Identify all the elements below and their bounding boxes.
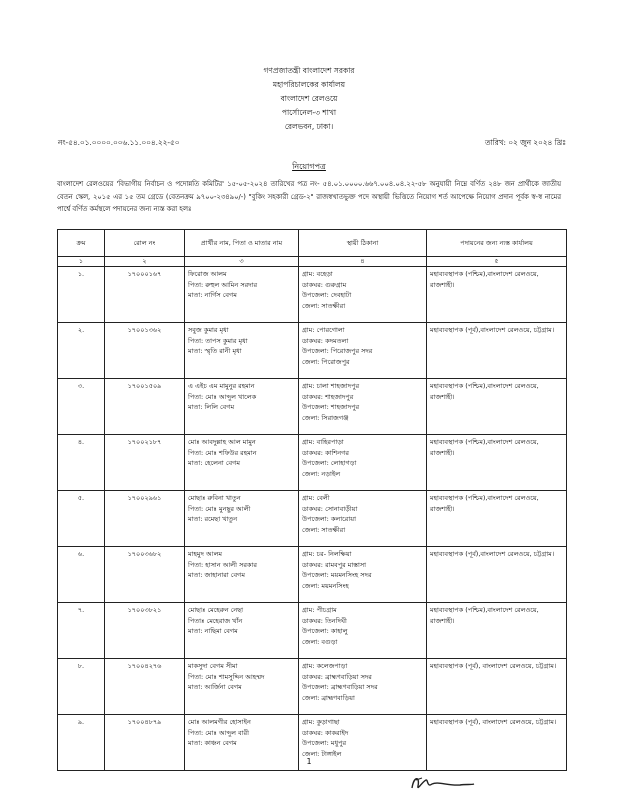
serial-number: ৬. xyxy=(77,550,85,558)
roll-cell xyxy=(105,603,185,659)
roll-number: ১৭০০২১৮৭ xyxy=(127,438,162,446)
address-line: গ্রাম: চর- নিলক্ষিয়া xyxy=(302,550,352,558)
posting-office: মহাব্যবস্থাপক (পশ্চিম),বাংলাদেশ রেলওয়ে, রাজশাহী। xyxy=(430,438,539,457)
mother-name: মাতা: লিলি বেগম xyxy=(188,403,235,411)
father-name: পিতা: মোঃ আব্দুল খালেক xyxy=(188,392,257,401)
address-line: ডাকঘর: কদমতলা xyxy=(302,336,349,345)
serial-cell xyxy=(58,491,105,547)
posting-office: মহাব্যবস্থাপক (পশ্চিম),বাংলাদেশ রেলওয়ে, রাজশাহী। xyxy=(430,606,539,625)
address-line: গ্রাম: বেলী xyxy=(302,494,330,502)
section-name: পার্সোনেল-৩ শাখা xyxy=(281,108,337,117)
mother-name: মাতা: নাছিমা বেগম xyxy=(188,627,238,635)
office-name: মহাপরিচালকের কার্যালয় xyxy=(272,80,346,89)
address-line: গ্রাম: বাহিরপাড়া xyxy=(302,438,344,446)
serial-number: ৪. xyxy=(77,438,85,446)
address-cell xyxy=(299,603,427,659)
candidate-cell xyxy=(185,435,299,491)
candidate-name: সবুজ কুমার মৃধা xyxy=(188,326,229,334)
address-line: উপজেলা: দেবহাটা xyxy=(302,291,352,299)
posting-office: মহাব্যবস্থাপক (পশ্চিম),বাংলাদেশ রেলওয়ে, রাজশাহী। xyxy=(430,270,539,289)
serial-cell xyxy=(58,323,105,379)
roll-number: ১৭০০৩৮২১ xyxy=(127,606,162,614)
address-line: ডাকঘর: কাকরাইদ xyxy=(302,728,349,737)
column-number: ৫ xyxy=(427,257,567,267)
office-cell xyxy=(427,435,567,491)
posting-office: মহাব্যবস্থাপক (পশ্চিম),বাংলাদেশ রেলওয়ে, রাজশাহী। xyxy=(430,494,539,513)
address-line: উপজেলা: কাহালু xyxy=(302,627,348,635)
roll-cell xyxy=(105,491,185,547)
column-number: ১ xyxy=(58,257,105,267)
candidate-name: মোঃ আলমগীর হোসাইন xyxy=(188,718,251,726)
table-row xyxy=(58,267,567,323)
candidate-cell xyxy=(185,491,299,547)
address-line: ডাকঘর: রামবপুর মাস্তাসা xyxy=(302,560,367,569)
roll-number: ১৭০০৪৮৭৯ xyxy=(127,718,162,726)
father-name: পিতা: মোঃ শামসুদ্দিন আহম্মদ xyxy=(188,672,265,681)
serial-number: ৯. xyxy=(77,718,85,726)
address-line: উপজেলা: ময়মনসিংহ সদর xyxy=(302,571,372,579)
roll-number: ১৭০০১৩৬২ xyxy=(127,326,162,334)
office-cell xyxy=(427,491,567,547)
column-number: ২ xyxy=(105,257,185,267)
serial-cell xyxy=(58,547,105,603)
address-line: জেলা: সাতক্ষীরা xyxy=(302,301,346,310)
father-name: পিতা: মোঃ শফিউর রহমান xyxy=(188,448,257,457)
address-line: ডাকঘর: গুরুগ্রাম xyxy=(302,280,347,289)
mother-name: মাতা: কাঞ্চন বেগম xyxy=(188,739,237,747)
office-address: রেলভবন, ঢাকা। xyxy=(284,122,334,131)
table-row xyxy=(58,659,567,715)
roll-cell xyxy=(105,435,185,491)
address-line: ডাকঘর: শাহজাদপুর xyxy=(302,392,354,401)
address-line: গ্রাম: পীচগ্রাম xyxy=(302,606,337,614)
address-cell xyxy=(299,547,427,603)
posting-office: মহাব্যবস্থাপক (পশ্চিম),বাংলাদেশ রেলওয়ে, রাজশাহী। xyxy=(430,382,539,401)
roll-cell xyxy=(105,547,185,603)
posting-office: মহাব্যবস্থাপক (পূর্ব),বাংলাদেশ রেলওয়ে, চট্টগ্রাম। xyxy=(430,550,555,558)
serial-number: ১. xyxy=(77,270,85,278)
table-header-row xyxy=(58,230,567,257)
address-line: জেলা: বগুড়া xyxy=(302,637,338,646)
memo-number: নং-৫৪.০১.০০০০.০০৬.১১.০০৪.২২-৫০ xyxy=(58,138,180,147)
address-line: জেলা: টাঙ্গাইল xyxy=(302,749,342,758)
office-cell xyxy=(427,603,567,659)
office-cell xyxy=(427,659,567,715)
candidate-name: মোঃ আবদুল্লাহ আল মামুন xyxy=(188,438,256,446)
roll-number: ১৭০০৪২৭৬ xyxy=(127,662,162,670)
mother-name: মাতা: হেলেনা বেগম xyxy=(188,459,240,467)
candidate-name: ফিরোজ আলম xyxy=(188,270,227,278)
header-office: পদায়নের জন্য ন্যস্ত কার্যালয় xyxy=(427,230,567,257)
father-name: পিতা: মোঃ মুনছুর আলী xyxy=(188,504,251,513)
mother-name: মাতা: স্মৃতি রানী মৃধা xyxy=(188,347,242,355)
serial-cell xyxy=(58,379,105,435)
address-line: উপজেলা: শাহজাদপুর xyxy=(302,403,360,411)
header-roll: রোল নং xyxy=(105,230,185,257)
serial-number: ৮. xyxy=(77,662,85,670)
father-name: পিতা: তাপস কুমার মৃধা xyxy=(188,336,248,345)
address-cell xyxy=(299,267,427,323)
father-name: পিতা: মোঃ আব্দুল বারী xyxy=(188,728,249,737)
page-number: 1 xyxy=(306,757,312,766)
letterhead xyxy=(0,64,618,134)
header-name: প্রার্থীর নাম, পিতা ও মাতার নাম xyxy=(185,230,299,257)
office-cell xyxy=(427,323,567,379)
serial-number: ২. xyxy=(77,326,85,334)
address-cell xyxy=(299,379,427,435)
posting-office: মহাব্যবস্থাপক (পূর্ব), বাংলাদেশ রেলওয়ে, চট্টগ্রাম। xyxy=(430,718,557,726)
address-line: জেলা: ময়মনসিংহ xyxy=(302,581,349,590)
candidate-cell xyxy=(185,547,299,603)
address-line: গ্রাম: পোরগোলা xyxy=(302,326,345,334)
column-number-row xyxy=(58,257,567,267)
table-row xyxy=(58,603,567,659)
candidate-cell xyxy=(185,659,299,715)
posting-office: মহাব্যবস্থাপক (পূর্ব),বাংলাদেশ রেলওয়ে, চট্টগ্রাম। xyxy=(430,326,555,334)
father-name: পিতা: হাসান আলী সরকার xyxy=(188,560,257,569)
table-row xyxy=(58,547,567,603)
letter-date: তারিখ: ০২ জুন ২০২৪ খ্রিঃ xyxy=(485,138,566,147)
roll-cell xyxy=(105,379,185,435)
address-line: জেলা: সাতক্ষীরা xyxy=(302,525,346,534)
address-line: গ্রাম: কলেজপাড়া xyxy=(302,662,348,670)
address-line: জেলা: পিরোজপুর xyxy=(302,357,350,366)
header-address: স্থায়ী ঠিকানা xyxy=(299,230,427,257)
posting-office: মহাব্যবস্থাপক (পূর্ব), বাংলাদেশ রেলওয়ে, চট্টগ্রাম। xyxy=(430,662,557,670)
candidate-name: মাকসুদা বেগম সীমা xyxy=(188,662,238,670)
father-name: পিতাঃ মেহেরাজ খাঁন xyxy=(188,616,243,625)
address-line: গ্রাম: চালা শাহজাদপুর xyxy=(302,382,360,390)
address-line: উপজেলা: ব্রাহ্মণবাড়িয়া সদর xyxy=(302,683,378,691)
candidate-cell xyxy=(185,379,299,435)
address-line: গ্রাম: বহেড়া xyxy=(302,270,333,278)
address-line: ডাকঘর: ব্রাহ্মণবাড়িয়া সদর xyxy=(302,672,372,681)
roll-number: ১৭০০০১৬৭ xyxy=(127,270,162,278)
candidate-name: মোছাঃ মেহেরুন নেছা xyxy=(188,606,244,614)
column-number: ৪ xyxy=(299,257,427,267)
serial-cell xyxy=(58,603,105,659)
candidate-cell xyxy=(185,323,299,379)
address-line: গ্রাম: কুড়াগাছা xyxy=(302,718,340,726)
address-line: জেলা: নড়াইল xyxy=(302,469,341,478)
intro-paragraph: বাংলাদেশ রেলওয়ের 'বিভাগীয় নির্বাচন ও পদোন্নতি কমিটির' ১৫-০৫-২০২৪ তারিখের পত্র নং- ৫৪.০১.০০০০.৬৬৭.০০৪.০৪.২২-৫৮ অনুযায়ী নিম্নে বর্ণিত ২৪৮ জন প্রার্থীকে জাতীয় বেতন স্কেল, ২০১৫ এর ১৫ তম গ্রেডে (বেতনক্রম ৯৭০০-২৩৪৯০/-) "বুকিং সহকারী গ্রেড-২" রাজস্বখাতভুক্ত পদে অস্থায়ী ভিত্তিতে নিয়োগ শর্ত আপেক্ষে নিয়োগ প্রদান পূর্বক স্ব-স্ব নামের পার্শ্বে বর্ণিত কর্মস্থলে পদায়নের জন্য ন্যস্ত করা হলঃ xyxy=(57,180,561,213)
serial-cell xyxy=(58,267,105,323)
appointment-table xyxy=(57,229,567,771)
address-line: ডাকঘর: সোনাবাড়ীয়া xyxy=(302,504,358,513)
father-name: পিতা: রুহুল আমিন সরদার xyxy=(188,280,258,289)
candidate-name: মাহমুদ আলম xyxy=(188,550,223,558)
office-cell xyxy=(427,379,567,435)
address-cell xyxy=(299,435,427,491)
address-line: ডাকঘর: তিনদিঘী xyxy=(302,616,347,625)
serial-cell xyxy=(58,435,105,491)
address-line: উপজেলা: লোহাগড়া xyxy=(302,459,357,467)
mother-name: মাতা: রমেছা খাতুন xyxy=(188,515,238,523)
serial-cell xyxy=(58,659,105,715)
office-cell xyxy=(427,267,567,323)
address-line: উপজেলা: মধুপুর xyxy=(302,739,347,747)
address-line: ডাকঘর: কাশিনগর xyxy=(302,448,349,457)
govt-name: গণপ্রজাতন্ত্রী বাংলাদেশ সরকার xyxy=(263,66,355,75)
roll-cell xyxy=(105,659,185,715)
address-line: জেলা: সিরাজগঞ্জ xyxy=(302,413,349,422)
mother-name: মাতা: আর্জিনা বেগম xyxy=(188,683,242,691)
table-row xyxy=(58,323,567,379)
candidate-cell xyxy=(185,267,299,323)
address-cell xyxy=(299,659,427,715)
header-serial: ক্রম xyxy=(58,230,105,257)
office-cell xyxy=(427,547,567,603)
serial-number: ৩. xyxy=(77,382,85,390)
serial-number: ৫. xyxy=(77,494,85,502)
candidate-name: এ এইচ এম মামুনুর রহমান xyxy=(188,382,255,390)
roll-number: ১৭০০৩৬৮২ xyxy=(127,550,162,558)
column-number: ৩ xyxy=(185,257,299,267)
address-line: উপজেলা: পিরোজপুর সদর xyxy=(302,347,373,355)
address-line: জেলা: ব্রাহ্মণবাড়িয়া xyxy=(302,693,355,702)
address-cell xyxy=(299,491,427,547)
serial-number: ৭. xyxy=(77,606,85,614)
table-row xyxy=(58,491,567,547)
roll-number: ১৭০০১৫০৯ xyxy=(127,382,162,390)
table-row xyxy=(58,435,567,491)
roll-cell xyxy=(105,323,185,379)
signature-mark xyxy=(408,772,478,794)
table-row xyxy=(58,379,567,435)
candidate-cell xyxy=(185,603,299,659)
mother-name: মাতা: নার্গিস বেগম xyxy=(188,291,237,299)
roll-number: ১৭০০২৯৬১ xyxy=(127,494,162,502)
document-title: নিয়োগপত্র xyxy=(292,162,326,171)
candidate-name: মোছাঃ রুবিনা খাতুন xyxy=(188,494,241,502)
address-line: উপজেলা: কলারোয়া xyxy=(302,515,356,523)
mother-name: মাতা: জাহানারা বেগম xyxy=(188,571,245,579)
org-name: বাংলাদেশ রেলওয়ে xyxy=(280,94,338,103)
roll-cell xyxy=(105,267,185,323)
address-cell xyxy=(299,323,427,379)
